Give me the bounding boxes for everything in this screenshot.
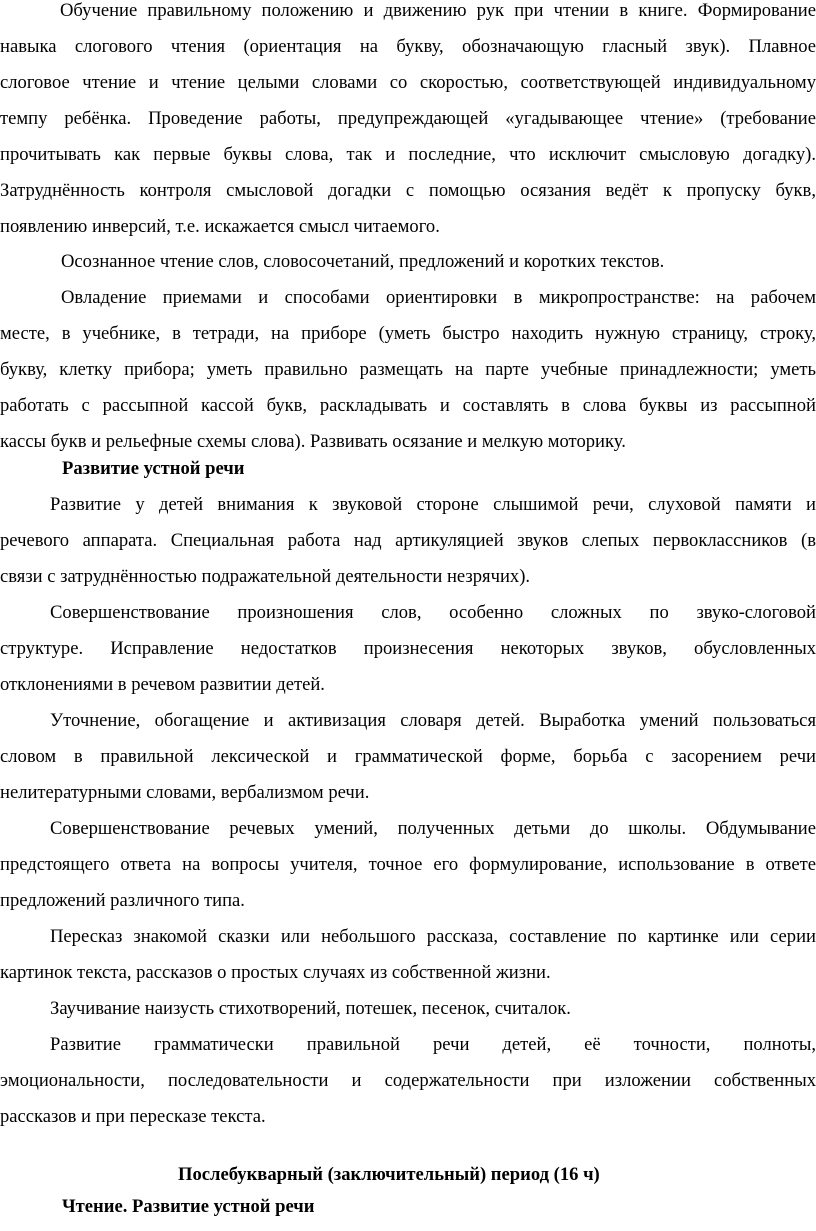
text-line: Пересказ знакомой сказки или небольшого рассказа, составление по картинке или серии (50, 926, 816, 947)
text-line: работать с рассыпной кассой букв, раскладывать и составлять в слова буквы из рассыпной (0, 395, 816, 416)
text-line: месте, в учебнике, в тетради, на приборе (уметь быстро находить нужную страницу, строку, (0, 323, 816, 344)
text-line: прочитывать как первые буквы слова, так и последние, что исключит смысловую догадку). (0, 144, 816, 165)
text-line: Развитие у детей внимания к звуковой стороне слышимой речи, слуховой памяти и (50, 494, 816, 515)
text-line: предстоящего ответа на вопросы учителя, точное его формулирование, использование в ответе (0, 854, 816, 875)
text-line: отклонениями в речевом развитии детей. (0, 674, 325, 695)
period-heading: Послебукварный (заключительный) период (16 ч) (178, 1164, 600, 1185)
text-line: темпу ребёнка. Проведение работы, предупреждающей «угадывающее чтение» (требование (0, 108, 816, 129)
text-line: Совершенствование произношения слов, особенно сложных по звуко-слоговой (50, 602, 816, 623)
text-line: Совершенствование речевых умений, полученных детьми до школы. Обдумывание (50, 818, 816, 839)
text-line: речевого аппарата. Специальная работа над артикуляцией звуков слепых первоклассников (в (0, 530, 816, 551)
text-line: навыка слогового чтения (ориентация на букву, обозначающую гласный звук). Плавное (0, 36, 816, 57)
text-line: появлению инверсий, т.е. искажается смысл читаемого. (0, 216, 440, 237)
text-line: рассказов и при пересказе текста. (0, 1106, 266, 1127)
text-line: структуре. Исправление недостатков произнесения некоторых звуков, обусловленных (0, 638, 816, 659)
text-line: Уточнение, обогащение и активизация словаря детей. Выработка умений пользоваться (50, 710, 816, 731)
text-line: эмоциональности, последовательности и содержательности при изложении собственных (0, 1070, 816, 1091)
text-line: Осознанное чтение слов, словосочетаний, предложений и коротких текстов. (61, 251, 665, 272)
text-line: нелитературными словами, вербализмом речи. (0, 782, 370, 803)
text-line: кассы букв и рельефные схемы слова). Развивать осязание и мелкую моторику. (0, 431, 626, 452)
text-line: слоговое чтение и чтение целыми словами со скоростью, соответствующей индивидуальному (0, 72, 816, 93)
text-line: предложений различного типа. (0, 890, 245, 911)
text-line: Овладение приемами и способами ориентировки в микропространстве: на рабочем (61, 287, 816, 308)
text-line: Заучивание наизусть стихотворений, потешек, песенок, считалок. (50, 998, 571, 1019)
section-heading: Развитие устной речи (62, 458, 245, 479)
text-line: картинок текста, рассказов о простых случаях из собственной жизни. (0, 962, 551, 983)
text-line: Затруднённость контроля смысловой догадки с помощью осязания ведёт к пропуску букв, (0, 180, 816, 201)
text-line: Развитие грамматически правильной речи детей, её точности, полноты, (50, 1034, 816, 1055)
text-line: Обучение правильному положению и движению рук при чтении в книге. Формирование (60, 0, 816, 21)
section-heading: Чтение. Развитие устной речи (62, 1196, 315, 1217)
text-line: букву, клетку прибора; уметь правильно размещать на парте учебные принадлежности; уметь (0, 359, 816, 380)
text-line: связи с затруднённостью подражательной деятельности незрячих). (0, 566, 531, 587)
text-line: словом в правильной лексической и грамматической форме, борьба с засорением речи (0, 746, 816, 767)
